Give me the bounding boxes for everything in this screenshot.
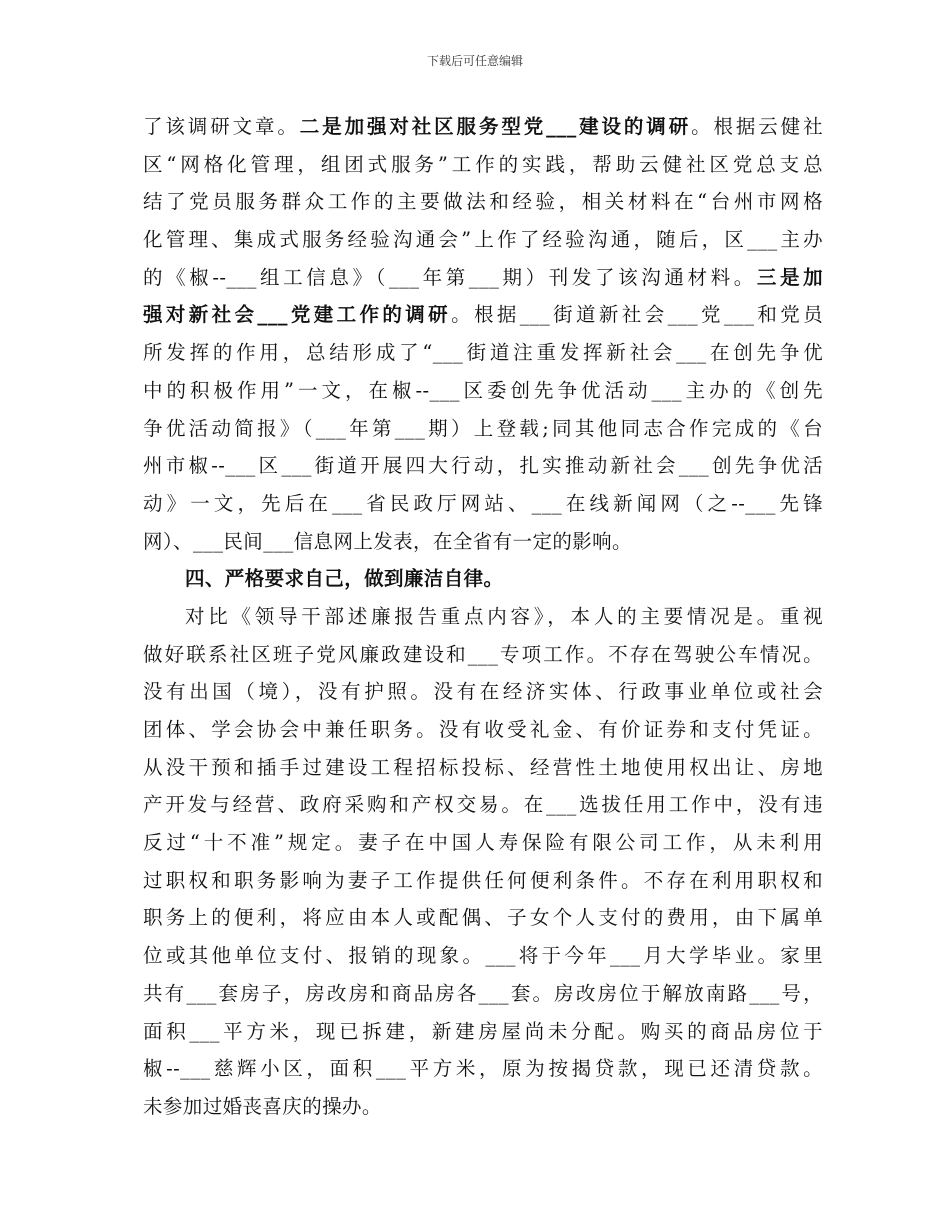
text-run: 面积___平方米，现已拆建，新建房屋尚未分配。购买的商品房位于 — [143, 1019, 823, 1043]
text-run: 州市椒--___区___街道开展四大行动，扎实推动新社会___创先争优活 — [143, 454, 823, 478]
paragraph-line — [143, 1013, 823, 1051]
text-run: 没有出国（境），没有护照。没有在经济实体、行政事业单位或社会 — [143, 680, 823, 704]
text-run: 对比《领导干部述廉报告重点内容》，本人的主要情况是。重视 — [185, 604, 823, 628]
text-run: 争优活动简报》（___年第___期）上登载;同其他同志合作完成的《台 — [143, 416, 823, 440]
paragraph-line — [143, 899, 823, 937]
text-run: 未参加过婚丧喜庆的操办。 — [143, 1094, 382, 1118]
paragraph-line — [143, 636, 823, 674]
text-run: 做好联系社区班子党风廉政建设和___专项工作。不存在驾驶公车情况。 — [143, 642, 823, 666]
text-run: 中的积极作用”一文，在椒--___区委创先争优活动___主办的《创先 — [143, 378, 823, 402]
paragraph-line — [143, 410, 823, 448]
text-run: 网）、___民间___信息网上发表，在全省有一定的影响。 — [143, 529, 632, 553]
paragraph-line — [143, 108, 823, 146]
bold-text-run: 强对新社会___党建工作的调研 — [143, 303, 452, 327]
paragraph-line — [143, 485, 823, 523]
paragraph-line — [143, 598, 823, 636]
paragraph-line — [143, 334, 823, 372]
paragraph-line — [143, 711, 823, 749]
text-run: 所发挥的作用，总结形成了“___街道注重发挥新社会___在创先争优 — [143, 341, 823, 365]
paragraph-line — [143, 523, 823, 561]
text-run: 位或其他单位支付、报销的现象。___将于今年___月大学毕业。家里 — [143, 944, 823, 968]
text-run: 团体、学会协会中兼任职务。没有收受礼金、有价证券和支付凭证。 — [143, 718, 823, 741]
paragraph-line — [143, 296, 823, 334]
text-run: 化管理、集成式服务经验沟通会”上作了经验沟通，随后，区___主办 — [143, 228, 823, 252]
text-run: 了该调研文章。 — [143, 115, 300, 138]
text-run: 产开发与经营、政府采购和产权交易。在___选拔任用工作中，没有违 — [143, 793, 823, 817]
text-run: 椒--___慈辉小区，面积___平方米，原为按揭贷款，现已还清贷款。 — [143, 1057, 823, 1081]
section-heading — [143, 560, 823, 598]
text-run: 从没干预和插手过建设工程招标投标、经营性土地使用权出让、房地 — [143, 755, 823, 779]
text-run: 过职权和职务影响为妻子工作提供任何便利条件。不存在利用职权和 — [143, 868, 823, 892]
text-run: 共有___套房子，房改房和商品房各___套。房改房位于解放南路___号， — [143, 981, 823, 1005]
text-run: 。根据___街道新社会___党___和党员 — [451, 303, 823, 327]
text-run: 动》一文，先后在___省民政厅网站、___在线新闻网（之--___先锋 — [143, 491, 823, 515]
paragraph-line — [143, 1088, 823, 1126]
paragraph-line — [143, 937, 823, 975]
bold-text-run: 四、严格要求自己，做到廉洁自律。 — [185, 567, 504, 591]
paragraph-line — [143, 259, 823, 297]
paragraph-line — [143, 447, 823, 485]
paragraph-line — [143, 975, 823, 1013]
paragraph-line — [143, 786, 823, 824]
text-run: 。根据云健社 — [691, 115, 823, 138]
document-body — [143, 108, 823, 1126]
text-run: 的《椒--___组工信息》（___年第___期）刊发了该沟通材料。 — [143, 265, 757, 289]
paragraph-line — [143, 221, 823, 259]
page-header-note: 下载后可任意编辑 — [426, 54, 523, 68]
text-run: 区“网格化管理，组团式服务”工作的实践，帮助云健社区党总支总 — [143, 152, 823, 176]
bold-text-run: 二是加强对社区服务型党___建设的调研 — [299, 115, 692, 138]
text-run: 结了党员服务群众工作的主要做法和经验，相关材料在“台州市网格 — [143, 190, 823, 214]
text-run: 反过“十不准”规定。妻子在中国人寿保险有限公司工作，从未利用 — [143, 831, 823, 855]
paragraph-line — [143, 1050, 823, 1088]
text-run: 职务上的便利，将应由本人或配偶、子女个人支付的费用，由下属单 — [143, 906, 823, 930]
paragraph-line — [143, 673, 823, 711]
paragraph-line — [143, 824, 823, 862]
bold-text-run: 三是加 — [756, 265, 823, 289]
paragraph-line — [143, 183, 823, 221]
paragraph-line — [143, 146, 823, 184]
paragraph-line — [143, 372, 823, 410]
paragraph-line — [143, 749, 823, 787]
paragraph-line — [143, 862, 823, 900]
